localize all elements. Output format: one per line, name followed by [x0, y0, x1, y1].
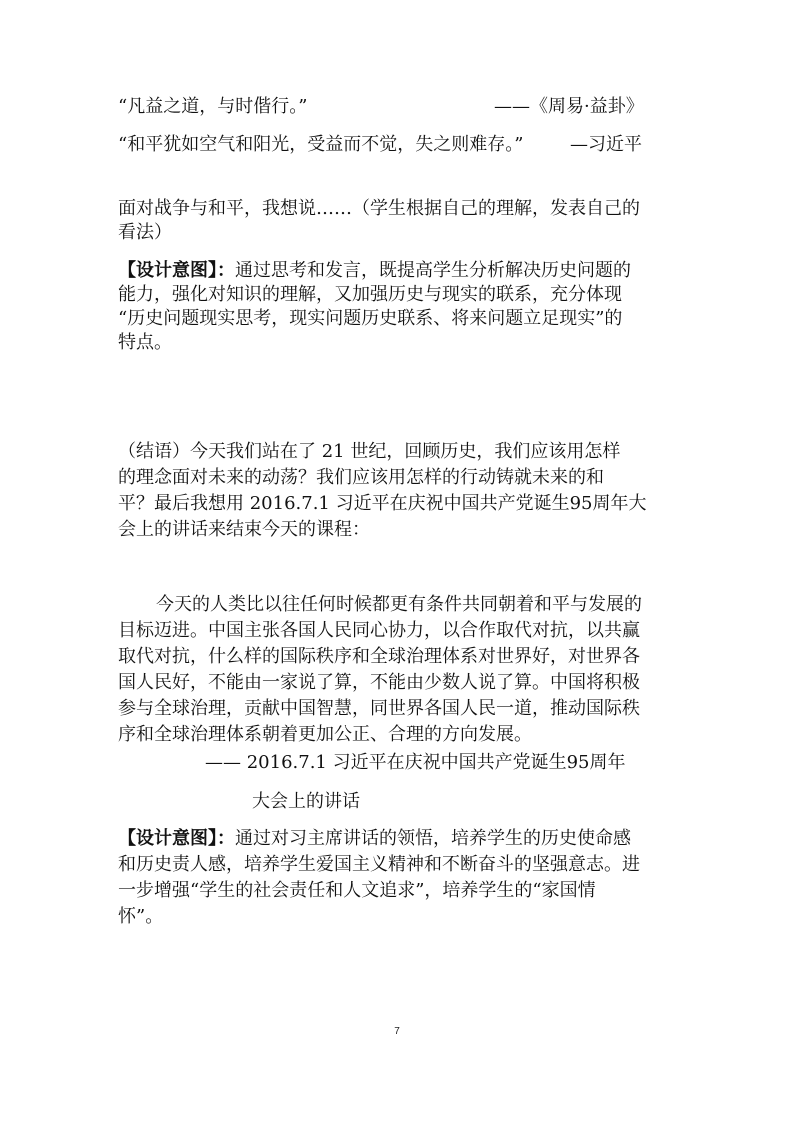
speech-line: 参与全球治理，贡献中国智慧，同世界各国人民一道，推动国际秩 — [118, 698, 640, 719]
speech-line: 今天的人类比以往任何时候都更有条件共同朝着和平与发展的 — [156, 594, 642, 615]
design-intent-label: 【设计意图】： — [118, 828, 235, 849]
design-intent-text: 通过对习主席讲话的领悟，培养学生的历史使命感 — [235, 828, 631, 849]
speech-line: 国人民好，不能由一家说了算，不能由少数人说了算。中国将积极 — [118, 672, 640, 693]
paragraph-line: 和历史责人感，培养学生爱国主义精神和不断奋斗的坚强意志。进 — [118, 854, 640, 875]
quote-line — [118, 133, 523, 157]
design-intent-label: 【设计意图】： — [118, 260, 235, 281]
speech-line: 目标迈进。中国主张各国人民同心协力，以合作取代对抗，以共赢 — [118, 620, 640, 641]
paragraph-line: “历史问题现实思考，现实问题历史联系、将来问题立足现实”的 — [118, 308, 623, 329]
quote-line — [118, 95, 307, 119]
paragraph-line: 平？最后我想用 2016.7.1 习近平在庆祝中国共产党诞生95周年大 — [118, 493, 647, 514]
design-intent-line — [118, 259, 631, 283]
paragraph-line: 看法） — [118, 222, 172, 243]
paragraph-line: 一步增强“学生的社会责任和人文追求”，培养学生的“家国情 — [118, 880, 596, 901]
paragraph-line: 怀”。 — [118, 906, 164, 927]
paragraph-line: 特点。 — [118, 332, 172, 353]
paragraph-line: 面对战争与和平，我想说……（学生根据自己的理解，发表自己的 — [118, 198, 640, 219]
design-intent-line — [118, 827, 631, 851]
quote-text: “凡益之道，与时偕行。” — [118, 96, 308, 117]
design-intent-text: 通过思考和发言，既提高学生分析解决历史问题的 — [235, 260, 631, 281]
speech-line: 序和全球治理体系朝着更加公正、合理的方向发展。 — [118, 724, 532, 745]
page-number: 7 — [394, 1026, 400, 1037]
quote-source: —习近平 — [570, 134, 642, 155]
speech-line: 取代对抗，什么样的国际秩序和全球治理体系对世界好，对世界各 — [118, 646, 640, 667]
quote-text: “和平犹如空气和阳光，受益而不觉，失之则难存。” — [118, 134, 524, 155]
paragraph-line: （结语）今天我们站在了 21 世纪，回顾历史，我们应该用怎样 — [118, 441, 621, 462]
paragraph-line: 的理念面对未来的动荡？我们应该用怎样的行动铸就未来的和 — [118, 467, 604, 488]
paragraph-line: 能力，强化对知识的理解，又加强历史与现实的联系，充分体现 — [118, 284, 622, 305]
quote-source: ——《周易·益卦》 — [494, 96, 644, 117]
speech-attribution: 大会上的讲话 — [252, 791, 360, 812]
speech-attribution: —— 2016.7.1 习近平在庆祝中国共产党诞生95周年 — [205, 752, 626, 773]
paragraph-line: 会上的讲话来结束今天的课程： — [118, 519, 370, 540]
